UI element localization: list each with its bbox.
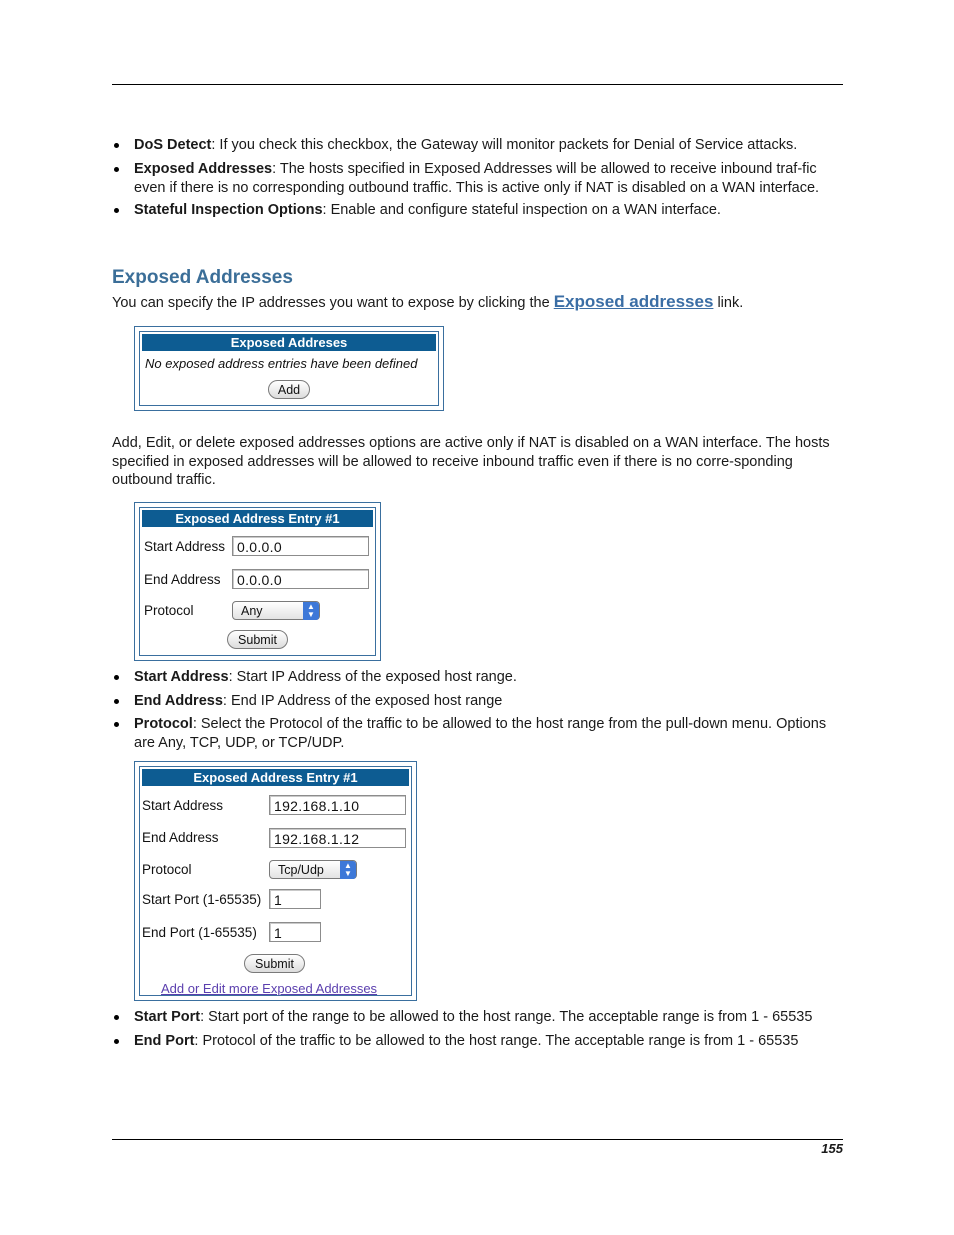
protocol-select[interactable] [269,860,357,879]
bullet-term: End Address [134,693,223,709]
empty-message: No exposed address entries have been defined [145,356,418,371]
end-address-input[interactable]: 192.168.1.12 [269,828,406,848]
submit-button[interactable]: Submit [244,954,305,973]
end-port-input[interactable]: 1 [269,922,321,942]
exposed-addresses-link[interactable]: Exposed addresses [553,292,714,311]
page-number: 155 [821,1141,843,1156]
bullet-term: End Port [134,1033,195,1049]
select-arrows-icon: ▲ ▼ [303,602,319,620]
bullet-text: : Start IP Address of the exposed host range. [228,669,517,685]
port-list [112,1008,847,1051]
bullet-term: Start Port [134,1009,201,1025]
panel-title: Exposed Addreses [142,334,436,351]
section-heading: Exposed Addresses [112,267,293,288]
panel-frame [139,507,376,656]
start-address-label: Start Address [142,798,224,813]
header-rule [112,84,843,85]
panel-title: Exposed Address Entry #1 [142,510,373,527]
add-button[interactable]: Add [268,380,310,399]
list-item [112,668,847,687]
bullet-text: : Select the Protocol of the traffic to be allowed to the host range from the pull-down menu. Options are Any, TCP, UDP, or TCP/UDP. [134,716,827,751]
end-address-label: End Address [142,830,219,845]
protocol-select[interactable] [232,601,320,620]
bullet-term: Exposed Addresses [134,161,273,177]
exposed-entry-filled-panel [134,761,417,1001]
feature-list [112,136,847,220]
start-port-input[interactable]: 1 [269,889,321,909]
bullet-text: : End IP Address of the exposed host range [222,693,503,709]
list-item [112,1008,847,1027]
bullet-term: Protocol [134,716,193,732]
add-edit-more-link[interactable]: Add or Edit more Exposed Addresses [161,981,378,996]
start-address-input[interactable]: 0.0.0.0 [232,536,369,556]
list-item [112,201,847,220]
list-item [112,715,847,753]
nat-paragraph: Add, Edit, or delete exposed addresses options are active only if NAT is disabled on a WAN interface. The hosts specified in exposed addresses will be allowed to receive inbound traffic even if there is no corre-sponding outbound traffic. [112,435,830,488]
start-port-label: Start Port (1-65535) [142,892,262,907]
bullet-term: DoS Detect [134,137,212,153]
protocol-value: Any [241,604,263,618]
bullet-term: Start Address [134,669,229,685]
end-address-label: End Address [144,572,221,587]
end-address-input[interactable]: 0.0.0.0 [232,569,369,589]
panel-title: Exposed Address Entry #1 [142,769,409,786]
bullet-text: : Start port of the range to be allowed to the host range. The acceptable range is from 1 - 65535 [200,1009,813,1025]
select-arrows-icon: ▲ ▼ [340,861,356,879]
exposed-entry-panel [134,502,381,661]
start-address-input[interactable]: 192.168.1.10 [269,795,406,815]
field-list [112,668,847,753]
bullet-text: : The hosts specified in Exposed Addresses will be allowed to receive inbound traf-fic even if there is no corresponding outbound traffic. This is active only if NAT is disabled on a WAN interface. [134,161,820,196]
list-item [112,136,847,155]
panel-frame [139,766,412,996]
bullet-term: Stateful Inspection Options [134,202,323,218]
bullet-text: : Enable and configure stateful inspection on a WAN interface. [322,202,721,218]
panel-frame [139,331,439,406]
exposed-addresses-panel [134,326,444,411]
intro-text-end: link. [713,295,744,311]
protocol-label: Protocol [142,862,192,877]
submit-button[interactable]: Submit [227,630,288,649]
footer-rule [112,1139,843,1140]
protocol-value: Tcp/Udp [278,863,324,877]
end-port-label: End Port (1-65535) [142,925,257,940]
bullet-text: : Protocol of the traffic to be allowed to the host range. The acceptable range is from 1 - 65535 [194,1033,799,1049]
intro-text: You can specify the IP addresses you want to expose by clicking the [112,295,554,311]
start-address-label: Start Address [144,539,226,554]
list-item [112,1032,847,1051]
bullet-text: : If you check this checkbox, the Gateway will monitor packets for Denial of Service attacks. [211,137,798,153]
list-item [112,692,847,711]
intro-paragraph [112,293,847,313]
protocol-label: Protocol [144,603,194,618]
list-item [112,160,847,198]
